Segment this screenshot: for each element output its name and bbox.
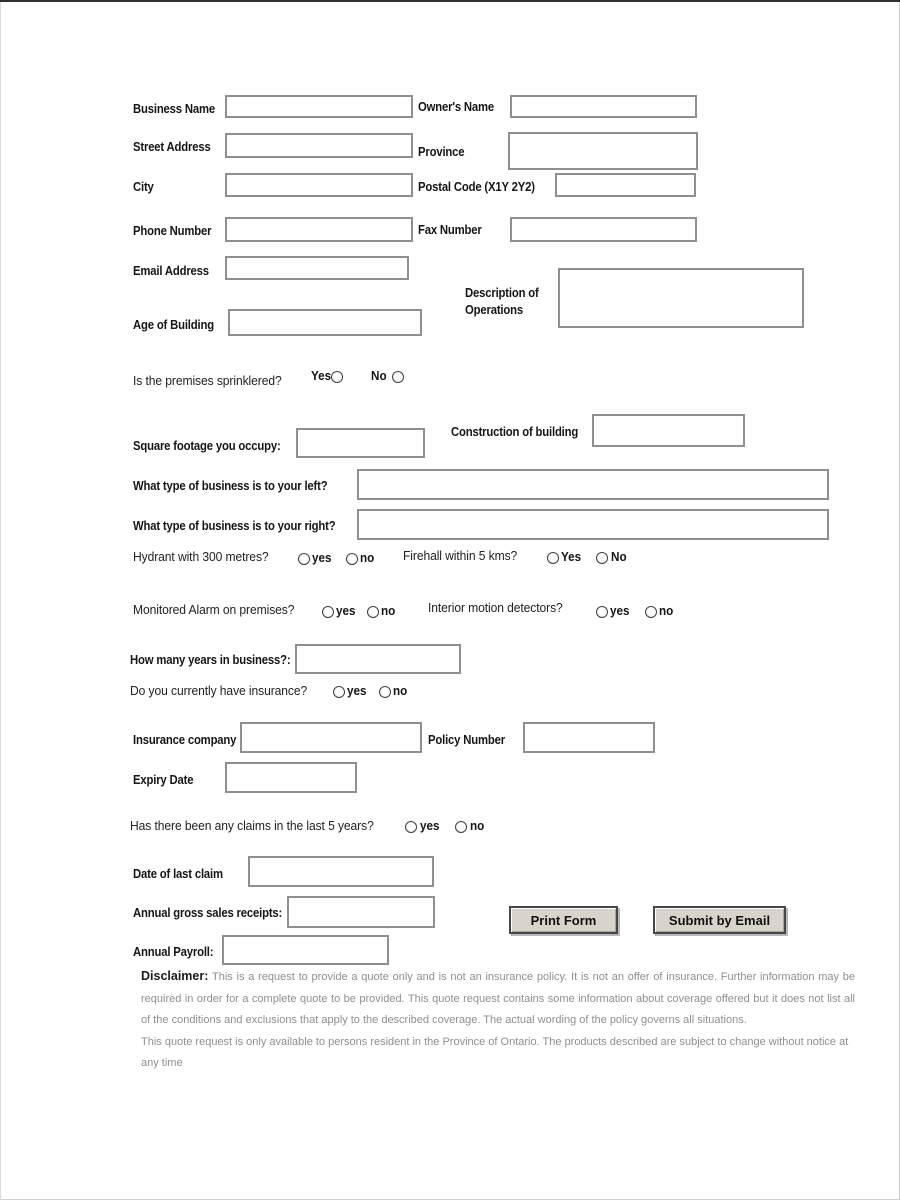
annual-gross-label: Annual gross sales receipts: (133, 905, 283, 920)
motion-detectors-question-label: Interior motion detectors? (428, 600, 563, 615)
age-of-building-label: Age of Building (133, 317, 214, 332)
description-of-operations-label (465, 284, 539, 318)
insurance-company-label: Insurance company (133, 732, 237, 747)
insured-no-label: no (393, 683, 408, 698)
insured-yes-label: yes (347, 683, 367, 698)
age-of-building-input[interactable] (228, 309, 422, 336)
insurance-company-input[interactable] (240, 722, 422, 753)
sprinklered-question-label: Is the premises sprinklered? (133, 373, 282, 388)
construction-of-building-input[interactable] (592, 414, 745, 447)
firehall-question-label: Firehall within 5 kms? (403, 548, 518, 563)
firehall-yes-radio[interactable] (547, 552, 559, 564)
business-left-input[interactable] (357, 469, 829, 500)
sprinklered-no-radio[interactable] (392, 371, 404, 383)
alarm-no-radio[interactable] (367, 606, 379, 618)
phone-number-label: Phone Number (133, 223, 212, 238)
claims-question-label: Has there been any claims in the last 5 years? (130, 818, 374, 833)
hydrant-yes-label: yes (312, 550, 332, 565)
disclaimer-paragraph-1 (141, 966, 855, 1032)
expiry-date-label: Expiry Date (133, 772, 194, 787)
monitored-alarm-question-label: Monitored Alarm on premises? (133, 602, 295, 617)
disclaimer-paragraph-2: This quote request is only available to persons resident in the Province of Ontario. The products described are subject to change without notice at any time (141, 1035, 849, 1069)
sprinklered-yes-label: Yes (311, 368, 332, 383)
business-name-label: Business Name (133, 101, 215, 116)
date-last-claim-input[interactable] (248, 856, 434, 887)
motion-yes-radio[interactable] (596, 606, 608, 618)
city-label: City (133, 179, 154, 194)
fax-number-label: Fax Number (418, 222, 482, 237)
province-label: Province (418, 144, 465, 159)
business-left-label: What type of business is to your left? (133, 478, 328, 493)
date-last-claim-label: Date of last claim (133, 866, 223, 881)
annual-gross-input[interactable] (287, 896, 435, 928)
construction-of-building-label: Construction of building (451, 424, 579, 439)
business-right-label: What type of business is to your right? (133, 518, 336, 533)
fax-number-input[interactable] (510, 217, 697, 242)
postal-code-input[interactable] (555, 173, 696, 197)
owners-name-label: Owner's Name (418, 99, 495, 114)
business-name-input[interactable] (225, 95, 413, 118)
insured-yes-radio[interactable] (333, 686, 345, 698)
city-input[interactable] (225, 173, 413, 197)
street-address-input[interactable] (225, 133, 413, 158)
firehall-no-radio[interactable] (596, 552, 608, 564)
claims-yes-label: yes (420, 818, 440, 833)
phone-number-input[interactable] (225, 217, 413, 242)
disclaimer-block (141, 966, 855, 1075)
email-address-label: Email Address (133, 263, 209, 278)
claims-no-label: no (470, 818, 485, 833)
sprinklered-yes-radio[interactable] (331, 371, 343, 383)
owners-name-input[interactable] (510, 95, 697, 118)
print-form-button[interactable]: Print Form (509, 906, 618, 934)
description-of-operations-label-line2: Operations (465, 302, 523, 317)
claims-no-radio[interactable] (455, 821, 467, 833)
email-address-input[interactable] (225, 256, 409, 280)
hydrant-no-radio[interactable] (346, 553, 358, 565)
hydrant-question-label: Hydrant with 300 metres? (133, 549, 269, 564)
square-footage-label: Square footage you occupy: (133, 438, 281, 453)
insured-no-radio[interactable] (379, 686, 391, 698)
years-in-business-label: How many years in business?: (130, 652, 291, 667)
sprinklered-no-label: No (371, 368, 387, 383)
motion-no-label: no (659, 603, 674, 618)
description-of-operations-textarea[interactable] (558, 268, 804, 328)
motion-yes-label: yes (610, 603, 630, 618)
business-right-input[interactable] (357, 509, 829, 540)
claims-yes-radio[interactable] (405, 821, 417, 833)
hydrant-yes-radio[interactable] (298, 553, 310, 565)
hydrant-no-label: no (360, 550, 375, 565)
expiry-date-input[interactable] (225, 762, 357, 793)
submit-by-email-button[interactable]: Submit by Email (653, 906, 786, 934)
disclaimer-text-1: This is a request to provide a quote only and is not an insurance policy. It is not an offer of insurance. Further information may be required in order for a complete quote to be provided. This quote request contains some information about coverage offered but it does not list all of the conditions and exclusions that apply to the described coverage. The actual wording of the policy governs all situations. (141, 971, 855, 1026)
motion-no-radio[interactable] (645, 606, 657, 618)
annual-payroll-input[interactable] (222, 935, 389, 965)
annual-payroll-label: Annual Payroll: (133, 944, 214, 959)
years-in-business-input[interactable] (295, 644, 461, 674)
firehall-no-label: No (611, 549, 627, 564)
square-footage-input[interactable] (296, 428, 425, 458)
currently-insured-question-label: Do you currently have insurance? (130, 683, 308, 698)
policy-number-input[interactable] (523, 722, 655, 753)
firehall-yes-label: Yes (561, 549, 582, 564)
street-address-label: Street Address (133, 139, 211, 154)
description-of-operations-label-line1: Description of (465, 285, 539, 300)
postal-code-label: Postal Code (X1Y 2Y2) (418, 179, 535, 194)
disclaimer-label: Disclaimer: (141, 969, 209, 983)
province-input[interactable] (508, 132, 698, 170)
alarm-yes-radio[interactable] (322, 606, 334, 618)
policy-number-label: Policy Number (428, 732, 505, 747)
alarm-yes-label: yes (336, 603, 356, 618)
alarm-no-label: no (381, 603, 396, 618)
